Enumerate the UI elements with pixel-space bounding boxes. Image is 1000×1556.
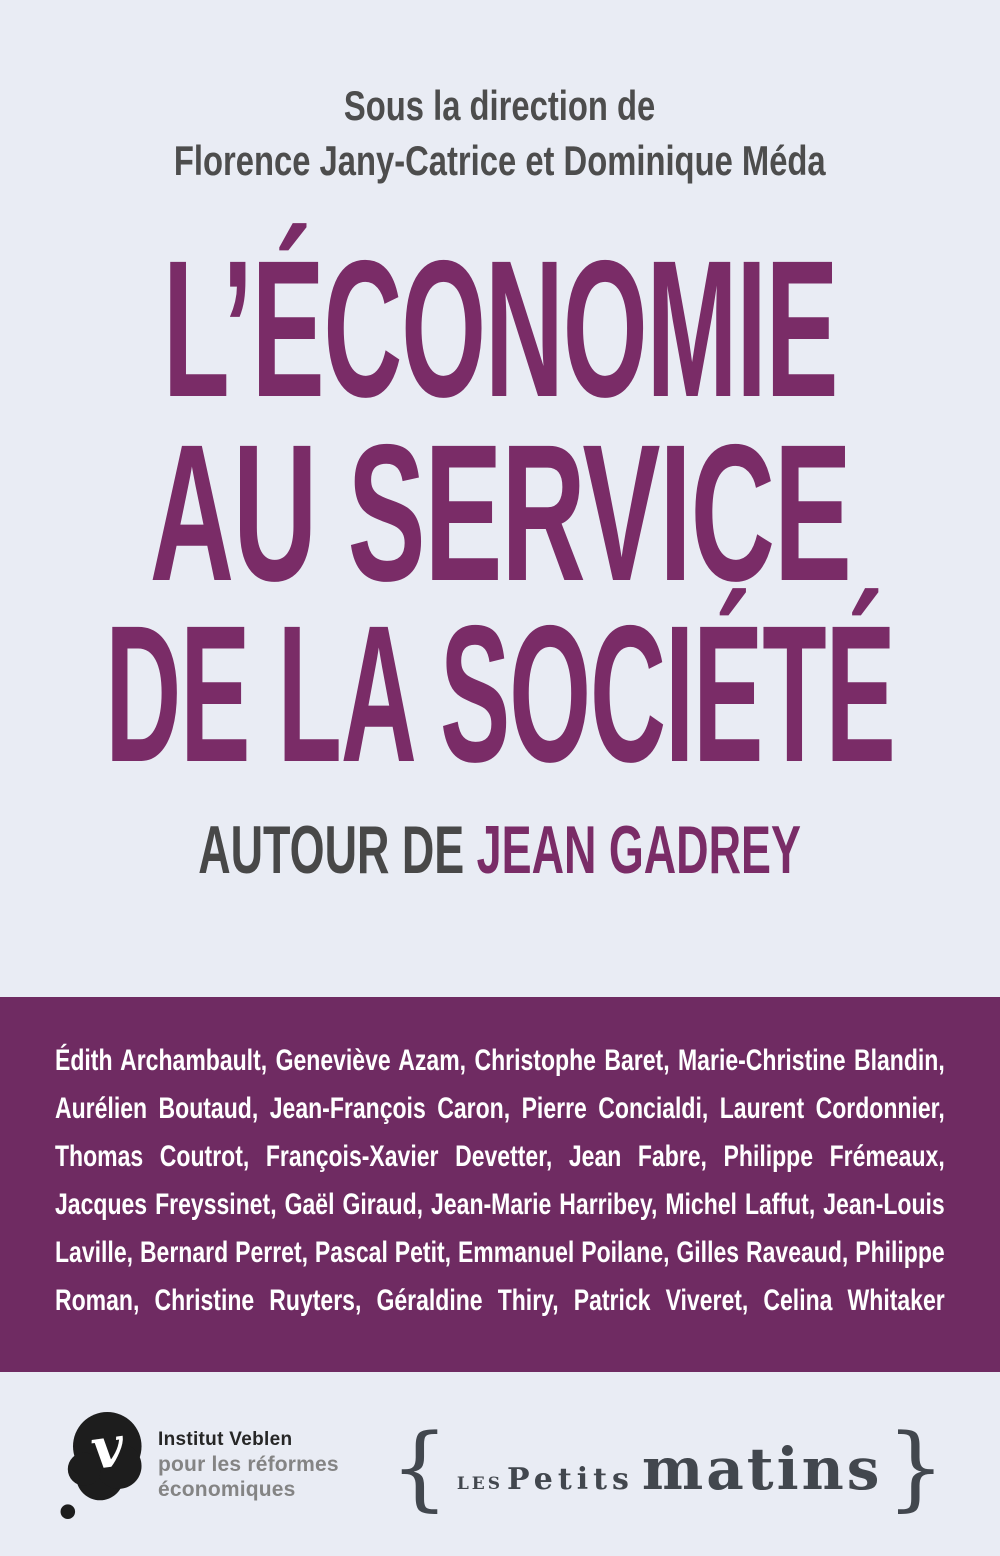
contributors-band [0, 997, 1000, 1372]
title-line-2 [0, 404, 1000, 622]
publisher-matins: matins [641, 1435, 883, 1503]
title-line-3 [0, 585, 1000, 803]
publisher-petits: Petits [507, 1462, 634, 1497]
veblen-name: Institut Veblen [158, 1429, 293, 1450]
editors-credit-line-2 [0, 133, 1000, 188]
publisher-right-brace: } [886, 1414, 945, 1521]
publisher-left-brace: { [390, 1414, 449, 1521]
title-text-2: AU SERVICE [149, 404, 851, 622]
les-petits-matins-logo [390, 1412, 945, 1521]
contributors-list [55, 1037, 945, 1325]
editors-credit-text-2: Florence Jany-Catrice et Dominique Méda [174, 137, 826, 184]
subtitle-author-name: JEAN GADREY [477, 812, 802, 888]
subtitle [0, 812, 1000, 888]
institut-veblen-logo [58, 1412, 339, 1520]
editors-credit-line-1 [0, 78, 1000, 133]
contributors-line: Roman, Christine Ruyters, Géraldine Thiry, Patrick Viveret, Celina Whitaker [55, 1284, 945, 1317]
editors-credit-text-1: Sous la direction de [344, 82, 656, 129]
veblen-v-letter: v [86, 1413, 129, 1484]
title-line-1 [0, 220, 1000, 438]
publisher-les: LES [456, 1474, 503, 1494]
title-text-1: L’ÉCONOMIE [162, 220, 838, 438]
title-text-3: DE LA SOCIÉTÉ [105, 585, 895, 803]
subtitle-prefix: AUTOUR DE [198, 812, 478, 888]
veblen-tagline-2: économiques [158, 1478, 296, 1501]
contributors-line: Laville, Bernard Perret, Pascal Petit, Emmanuel Poilane, Gilles Raveaud, Philippe [55, 1236, 945, 1269]
contributors-line: Aurélien Boutaud, Jean-François Caron, Pierre Concialdi, Laurent Cordonnier, [55, 1092, 945, 1125]
contributors-line: Thomas Coutrot, François-Xavier Devetter, Jean Fabre, Philippe Frémeaux, [55, 1140, 945, 1173]
contributors-line: Édith Archambault, Geneviève Azam, Christophe Baret, Marie-Christine Blandin, [55, 1044, 945, 1077]
veblen-wordmark [158, 1428, 339, 1520]
veblen-speech-bubble-icon [58, 1412, 142, 1520]
veblen-tagline-1: pour les réformes [158, 1453, 339, 1476]
contributors-line: Jacques Freyssinet, Gaël Giraud, Jean-Marie Harribey, Michel Laffut, Jean-Louis [55, 1188, 945, 1221]
